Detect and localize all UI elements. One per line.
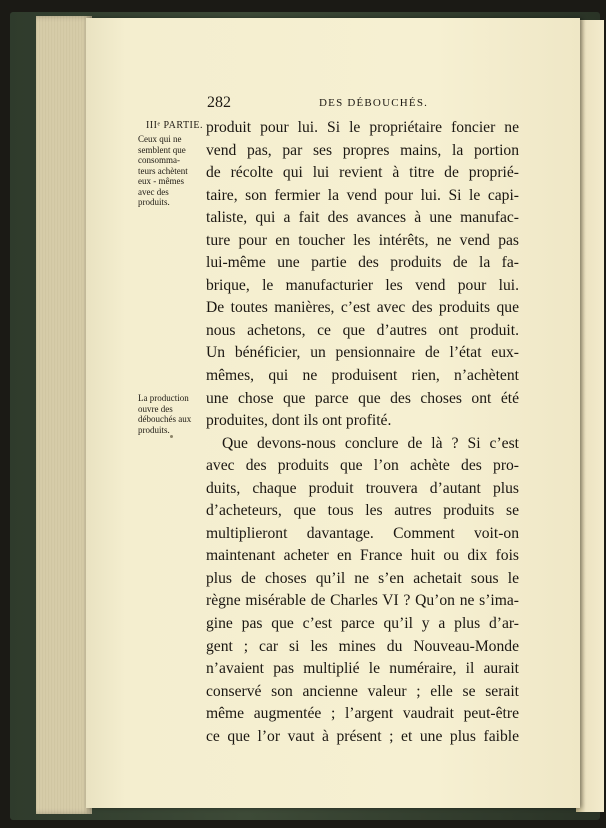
text-line: lui-même une partie des produits de la fa- — [206, 254, 519, 272]
text-line: vend pas, par ses propres mains, la portion — [206, 141, 519, 159]
margin-note-consumers — [138, 134, 204, 208]
running-title: DES DÉBOUCHÉS. — [319, 97, 429, 109]
margin-note-full-text — [0, 0, 1, 1]
margin-note-line: débouchés aux — [138, 414, 192, 424]
text-line: de récolte qui lui revient à titre de proprié- — [206, 164, 519, 182]
text-line: gine pas que c’est parce qu’il y a plus d’ar- — [206, 615, 519, 633]
text-line: d’acheteurs, que tous les autres produits se — [206, 502, 519, 520]
text-line: taliste, qui a fait des avances à une manufac- — [206, 209, 519, 227]
body-text — [206, 117, 519, 748]
margin-note-line: avec des — [138, 186, 169, 197]
margin-note-line: La production — [138, 393, 189, 403]
page-header — [207, 94, 519, 110]
text-line: n’avaient pas multiplié le numéraire, il aurait — [206, 660, 519, 678]
text-line: mêmes, qui ne produisent rien, n’achètent — [206, 367, 519, 385]
margin-note-line: semblent que — [138, 144, 186, 155]
margin-note-production — [138, 393, 204, 435]
ink-speck — [170, 435, 173, 438]
page-edges — [36, 16, 92, 814]
margin-note-line: eux - mêmes — [138, 176, 184, 186]
text-line: brique, le manufacturier les vend pour lui. — [206, 276, 519, 294]
margin-note-line: Ceux qui ne — [138, 134, 182, 144]
text-line: produites, dont ils ont profité. — [206, 412, 392, 430]
margin-note-line: teurs achètent — [138, 165, 188, 176]
text-line: avec des produits que l’on achète des pro- — [206, 457, 519, 475]
text-line: nous achetons, ce que d’autres ont produit. — [206, 321, 519, 339]
text-line: maintenant acheter en France huit ou dix fois — [206, 547, 519, 565]
text-line: même augmentée ; l’argent vaudrait peut-être — [206, 705, 519, 723]
text-line: ture pour en toucher les intérêts, ne vend pas — [206, 231, 519, 249]
text-line: conservé son ancienne valeur ; elle se serait — [206, 682, 519, 700]
text-line: produit pour lui. Si le propriétaire foncier ne — [206, 119, 519, 136]
margin-note-line: produits. — [138, 197, 170, 207]
part-label: IIIᵉ PARTIE. — [145, 120, 203, 131]
margin-note-line: produits. — [138, 424, 170, 435]
text-line: une chose que parce que des choses ont été — [206, 389, 519, 407]
text-line: plus de choses qu’il ne s’en achetait sous le — [206, 569, 519, 587]
text-line: duits, chaque produit trouvera d’autant plus — [206, 479, 519, 497]
margin-note-line: consomma- — [138, 155, 180, 165]
text-line: De toutes manières, c’est avec des produits que — [206, 299, 519, 317]
margin-note-line: ouvre des — [138, 403, 173, 414]
text-line: Que devons-nous conclure de là ? Si c’est — [222, 434, 519, 452]
text-line: Un bénéficier, un pensionnaire de l’état eux- — [206, 344, 519, 362]
margin-note-full-text — [0, 0, 1, 1]
text-line: multiplieront davantage. Comment voit-on — [206, 524, 519, 542]
text-line: taire, son fermier la vend pour lui. Si le capi- — [206, 186, 519, 204]
page-number: 282 — [207, 94, 231, 111]
text-line: règne misérable de Charles VI ? Qu’on ne s’ima- — [206, 592, 519, 610]
text-line: gent ; car si les mines du Nouveau-Monde — [206, 637, 519, 655]
facing-page-edge — [576, 20, 604, 812]
text-line: ce que l’or vaut à présent ; et une plus faible — [206, 727, 519, 745]
